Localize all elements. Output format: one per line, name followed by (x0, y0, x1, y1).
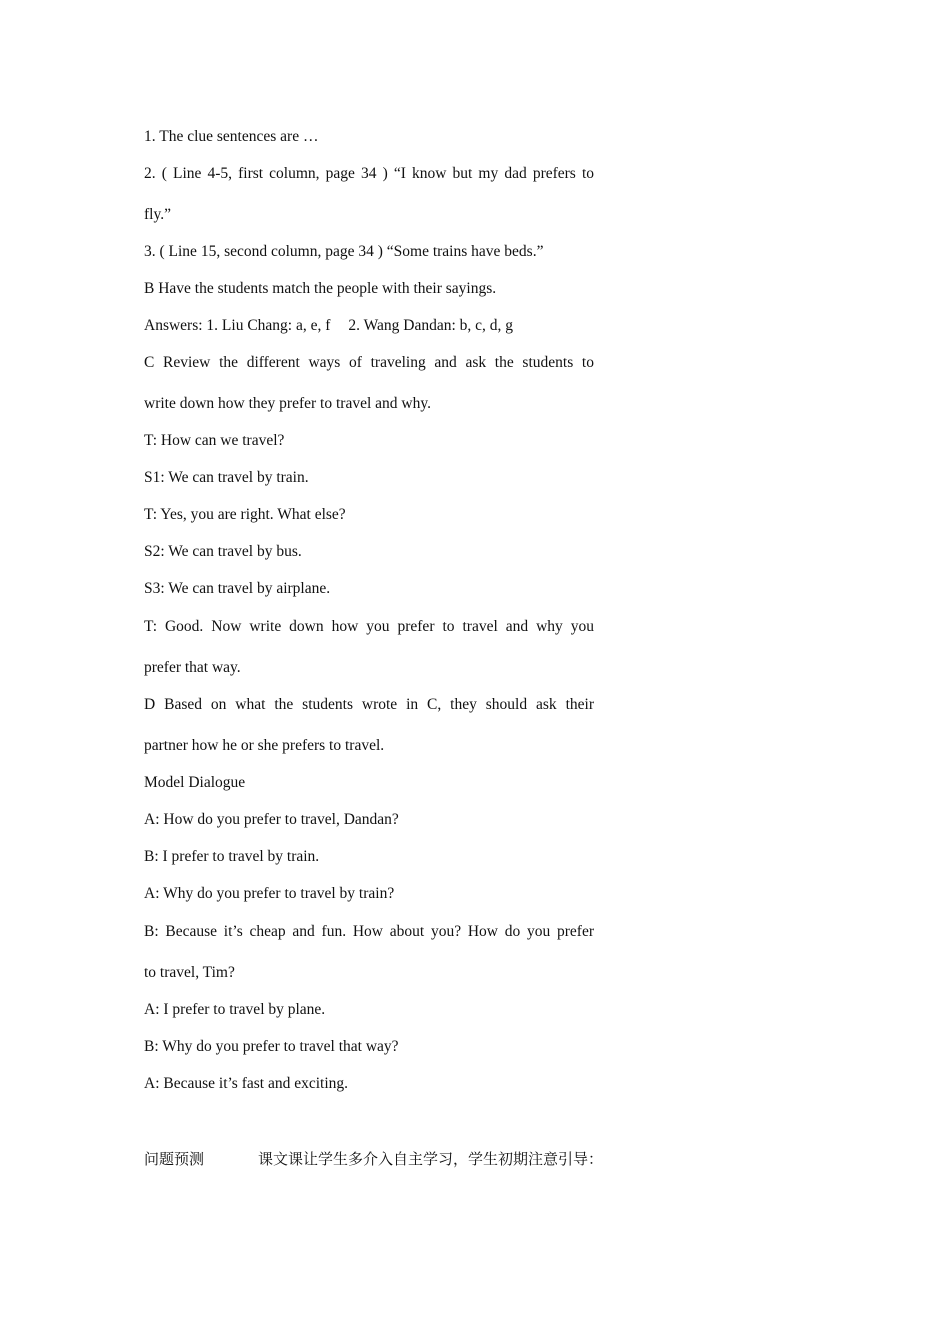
dialogue-t1: T: How can we travel? (144, 432, 285, 449)
section-c-instruction-continued: write down how they prefer to travel and why. (144, 395, 431, 412)
clue-line-3: 3. ( Line 15, second column, page 34 ) “Some trains have beds.” (144, 243, 544, 260)
dialogue-t2: T: Yes, you are right. What else? (144, 506, 346, 523)
model-dialogue-heading: Model Dialogue (144, 774, 246, 791)
model-a1: A: How do you prefer to travel, Dandan? (144, 811, 399, 828)
dialogue-t3-continued: prefer that way. (144, 659, 241, 676)
clue-line-2: 2. ( Line 4-5, first column, page 34 ) “I know but my dad prefers to (144, 165, 594, 182)
problem-prediction-text: 课文课让学生多介入自主学习，学生初期注意引导： (258, 1150, 604, 1168)
model-a4: A: Because it’s fast and exciting. (144, 1075, 349, 1092)
model-a3: A: I prefer to travel by plane. (144, 1001, 326, 1018)
model-b2: B: Because it’s cheap and fun. How about you? How do you prefer (144, 923, 594, 940)
dialogue-s1: S1: We can travel by train. (144, 469, 309, 486)
section-b-instruction: B Have the students match the people with their sayings. (144, 280, 497, 297)
answers-part-2: 2. Wang Dandan: b, c, d, g (348, 317, 514, 334)
section-c-instruction: C Review the different ways of traveling and ask the students to (144, 354, 594, 371)
dialogue-s2: S2: We can travel by bus. (144, 543, 302, 560)
dialogue-s3: S3: We can travel by airplane. (144, 580, 331, 597)
model-b1: B: I prefer to travel by train. (144, 848, 320, 865)
section-d-instruction-continued: partner how he or she prefers to travel. (144, 737, 385, 754)
clue-line-2-continued: fly.” (144, 206, 171, 223)
answers-line (144, 316, 513, 336)
clue-sentences-line: 1. The clue sentences are … (144, 128, 319, 145)
model-b2-continued: to travel, Tim? (144, 964, 235, 981)
problem-prediction-label: 问题预测 (144, 1150, 205, 1168)
dialogue-t3: T: Good. Now write down how you prefer to travel and why you (144, 618, 594, 635)
model-b3: B: Why do you prefer to travel that way? (144, 1038, 399, 1055)
section-d-instruction: D Based on what the students wrote in C, they should ask their (144, 696, 594, 713)
answers-part-1: Answers: 1. Liu Chang: a, e, f (144, 317, 331, 334)
model-a2: A: Why do you prefer to travel by train? (144, 885, 395, 902)
